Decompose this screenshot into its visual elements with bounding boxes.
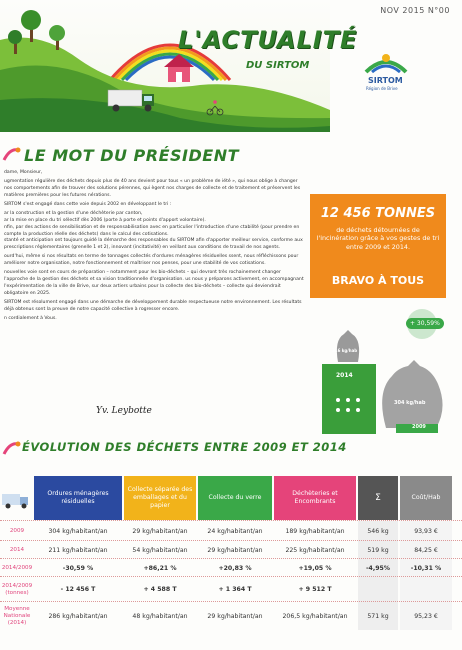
table-cell: -30,59 % <box>62 564 94 572</box>
table-cell: 93,93 € <box>400 521 452 541</box>
newsletter-title: L'ACTUALITÉ <box>178 26 358 54</box>
table-row-label: 2014 <box>9 546 25 553</box>
table-cell: +20,83 % <box>218 564 252 572</box>
issue-number: NOV 2015 N°00 <box>380 6 450 15</box>
table-cell: + 9 512 T <box>298 586 332 593</box>
highlight-text: de déchets détournées de l'incinération grâce à vos gestes de tri entre 2009 et 2014. <box>316 226 440 251</box>
table-cell <box>358 577 398 602</box>
newsletter-subtitle: DU SIRTOM <box>246 60 310 71</box>
highlight-box <box>310 194 446 298</box>
logo-name: SIRTOM <box>368 76 403 85</box>
flower-bullet-icon <box>2 146 22 164</box>
table-cell: 546 kg <box>358 521 398 541</box>
table-column-header: Déchèteries et Encombrants <box>274 476 356 520</box>
logo-region: Région de Brive <box>366 86 398 91</box>
table-cell: 519 kg <box>358 541 398 559</box>
letter-paragraph: ar la construction et la gestion d'une déchèterie par canton, ar la mise en place du tri sélectif dès 2006 (porte à porte et points d'apport volontaire). nfin, par des actions de sensibilisation et de responsabilisation avec en particulier l'introduction d'une ctabilité (pour prendre en compte la production réelle des déchets) dans le calcul des cotisations. stanté et anticipation ont toujours guidé la démarche des responsables du SIRTOM afin d'apporter meilleur service, conforme aux prescriptions réglementaires (grenelle 1 et 2), innovant (incitativité) en veillant aux conditions de travail de nos agents. <box>4 211 303 251</box>
table-cell: + 1 364 T <box>218 586 252 593</box>
table-cell: +19,05 % <box>298 564 332 572</box>
table-cell: 286 kg/habitant/an <box>48 612 108 620</box>
sirtom-logo-icon <box>362 48 410 76</box>
highlight-tonnage: 12 456 TONNES <box>320 206 436 221</box>
table-column-header: Collecte du verre <box>198 476 272 520</box>
increase-badge: + 30,59% <box>406 318 444 329</box>
table-cell: + 4 588 T <box>143 586 177 593</box>
table-column-header: Ordures ménagères résiduelles <box>34 476 122 520</box>
table-cell: 304 kg/habitant/an <box>48 527 108 535</box>
letter-paragraph: n cordialement à Vous. <box>4 315 57 321</box>
bag-2014-label: 304 kg/hab <box>394 400 426 406</box>
table-cell: 29 kg/habitant/an <box>132 527 188 535</box>
letter-paragraph: nouvelles voie sont en cours de préparation – notamment pour les bio-déchets – qui devront très rochainement changer l'approche de la gestion des déchets et sa vision traditionnelle d'organisation. us nous y préparons activement, en accompagnant l'expérimentation de la ville de Brive, sur deux artiers urbains pour la collecte des bio-déchets – collecte qui deviendrait obligatoire en 2025. <box>4 270 304 296</box>
letter-paragraph: SIRTOM s'est engagé dans cette voie depuis 2002 en développant le tri : <box>4 201 172 207</box>
table-cell: - 12 456 T <box>60 586 96 593</box>
year-2014-label: 2014 <box>336 372 353 379</box>
waste-bags-graphic <box>318 304 450 434</box>
table-cell: 48 kg/habitant/an <box>132 612 188 620</box>
table-cell: 29 kg/habitant/an <box>207 612 263 620</box>
letter-paragraph: ugmentation régulière des déchets depuis plus de 40 ans devient pour tous « un problème de iété », qui nous oblige à changer nos comportements afin de trouver des solutions pérennes, qui ègent nos charges de collecte et de traitement et préservent les matières premières pour les futures nérations. <box>4 179 301 198</box>
president-signature: Yv. Leybotte <box>96 406 152 416</box>
president-letter <box>4 170 306 325</box>
letter-paragraph: ourd'hui, même si nos résultats en terme de tonnages collectés d'ordures ménagères résiduelles ssent, nous réfléchissons pour améliorer notre organisation, notre fonctionnement et maîtriser nos penses, pour une stabilité de vos cotisations. <box>4 254 299 267</box>
table-cell: 211 kg/habitant/an <box>48 546 108 554</box>
table-cell: 571 kg <box>358 602 398 630</box>
table-row-label: 2009 <box>9 527 25 534</box>
bag-2009-label: 316 kg/hab <box>332 348 358 353</box>
table-cell: 206,5 kg/habitant/an <box>282 612 348 620</box>
table-cell: 95,23 € <box>400 602 452 630</box>
letter-paragraph: SIRTOM est résolument engagé dans une démarche de développement durable respectueuse notre environnement. Les résultats déjà obtenus sont la preuve de notre capacité collective à rogresser encore. <box>4 299 302 312</box>
year-2009-label: 2009 <box>412 424 426 430</box>
table-column-header: Collecte séparée des emballages et du papier <box>124 476 196 520</box>
table-cell: +86,21 % <box>143 564 177 572</box>
table-column-header: Coût/Hab <box>400 476 452 520</box>
table-cell: 24 kg/habitant/an <box>207 527 263 535</box>
table-row-label: Moyenne Nationale (2014) <box>3 605 31 626</box>
table-cell: -4,95% <box>358 559 398 577</box>
letter-paragraph: dame, Monsieur, <box>4 170 43 175</box>
table-row-label: 2014/2009 <box>1 564 33 571</box>
table-cell: 225 kg/habitant/an <box>285 546 345 554</box>
table-row-label: 2014/2009 (tonnes) <box>1 582 33 596</box>
truck-icon <box>2 490 32 510</box>
table-cell: 189 kg/habitant/an <box>285 527 345 535</box>
highlight-bravo: BRAVO À TOUS <box>331 274 425 287</box>
table-cell: 84,25 € <box>400 541 452 559</box>
table-cell: 29 kg/habitant/an <box>207 546 263 554</box>
evolution-section-title: ÉVOLUTION DES DÉCHETS ENTRE 2009 ET 2014 <box>22 440 347 454</box>
table-cell: 54 kg/habitant/an <box>132 546 188 554</box>
table-cell: -10,31 % <box>400 559 452 577</box>
president-section-title: LE MOT DU PRÉSIDENT <box>24 146 240 165</box>
table-column-header: Σ <box>358 476 398 520</box>
flower-bullet-icon <box>2 440 22 458</box>
table-cell <box>400 577 452 602</box>
